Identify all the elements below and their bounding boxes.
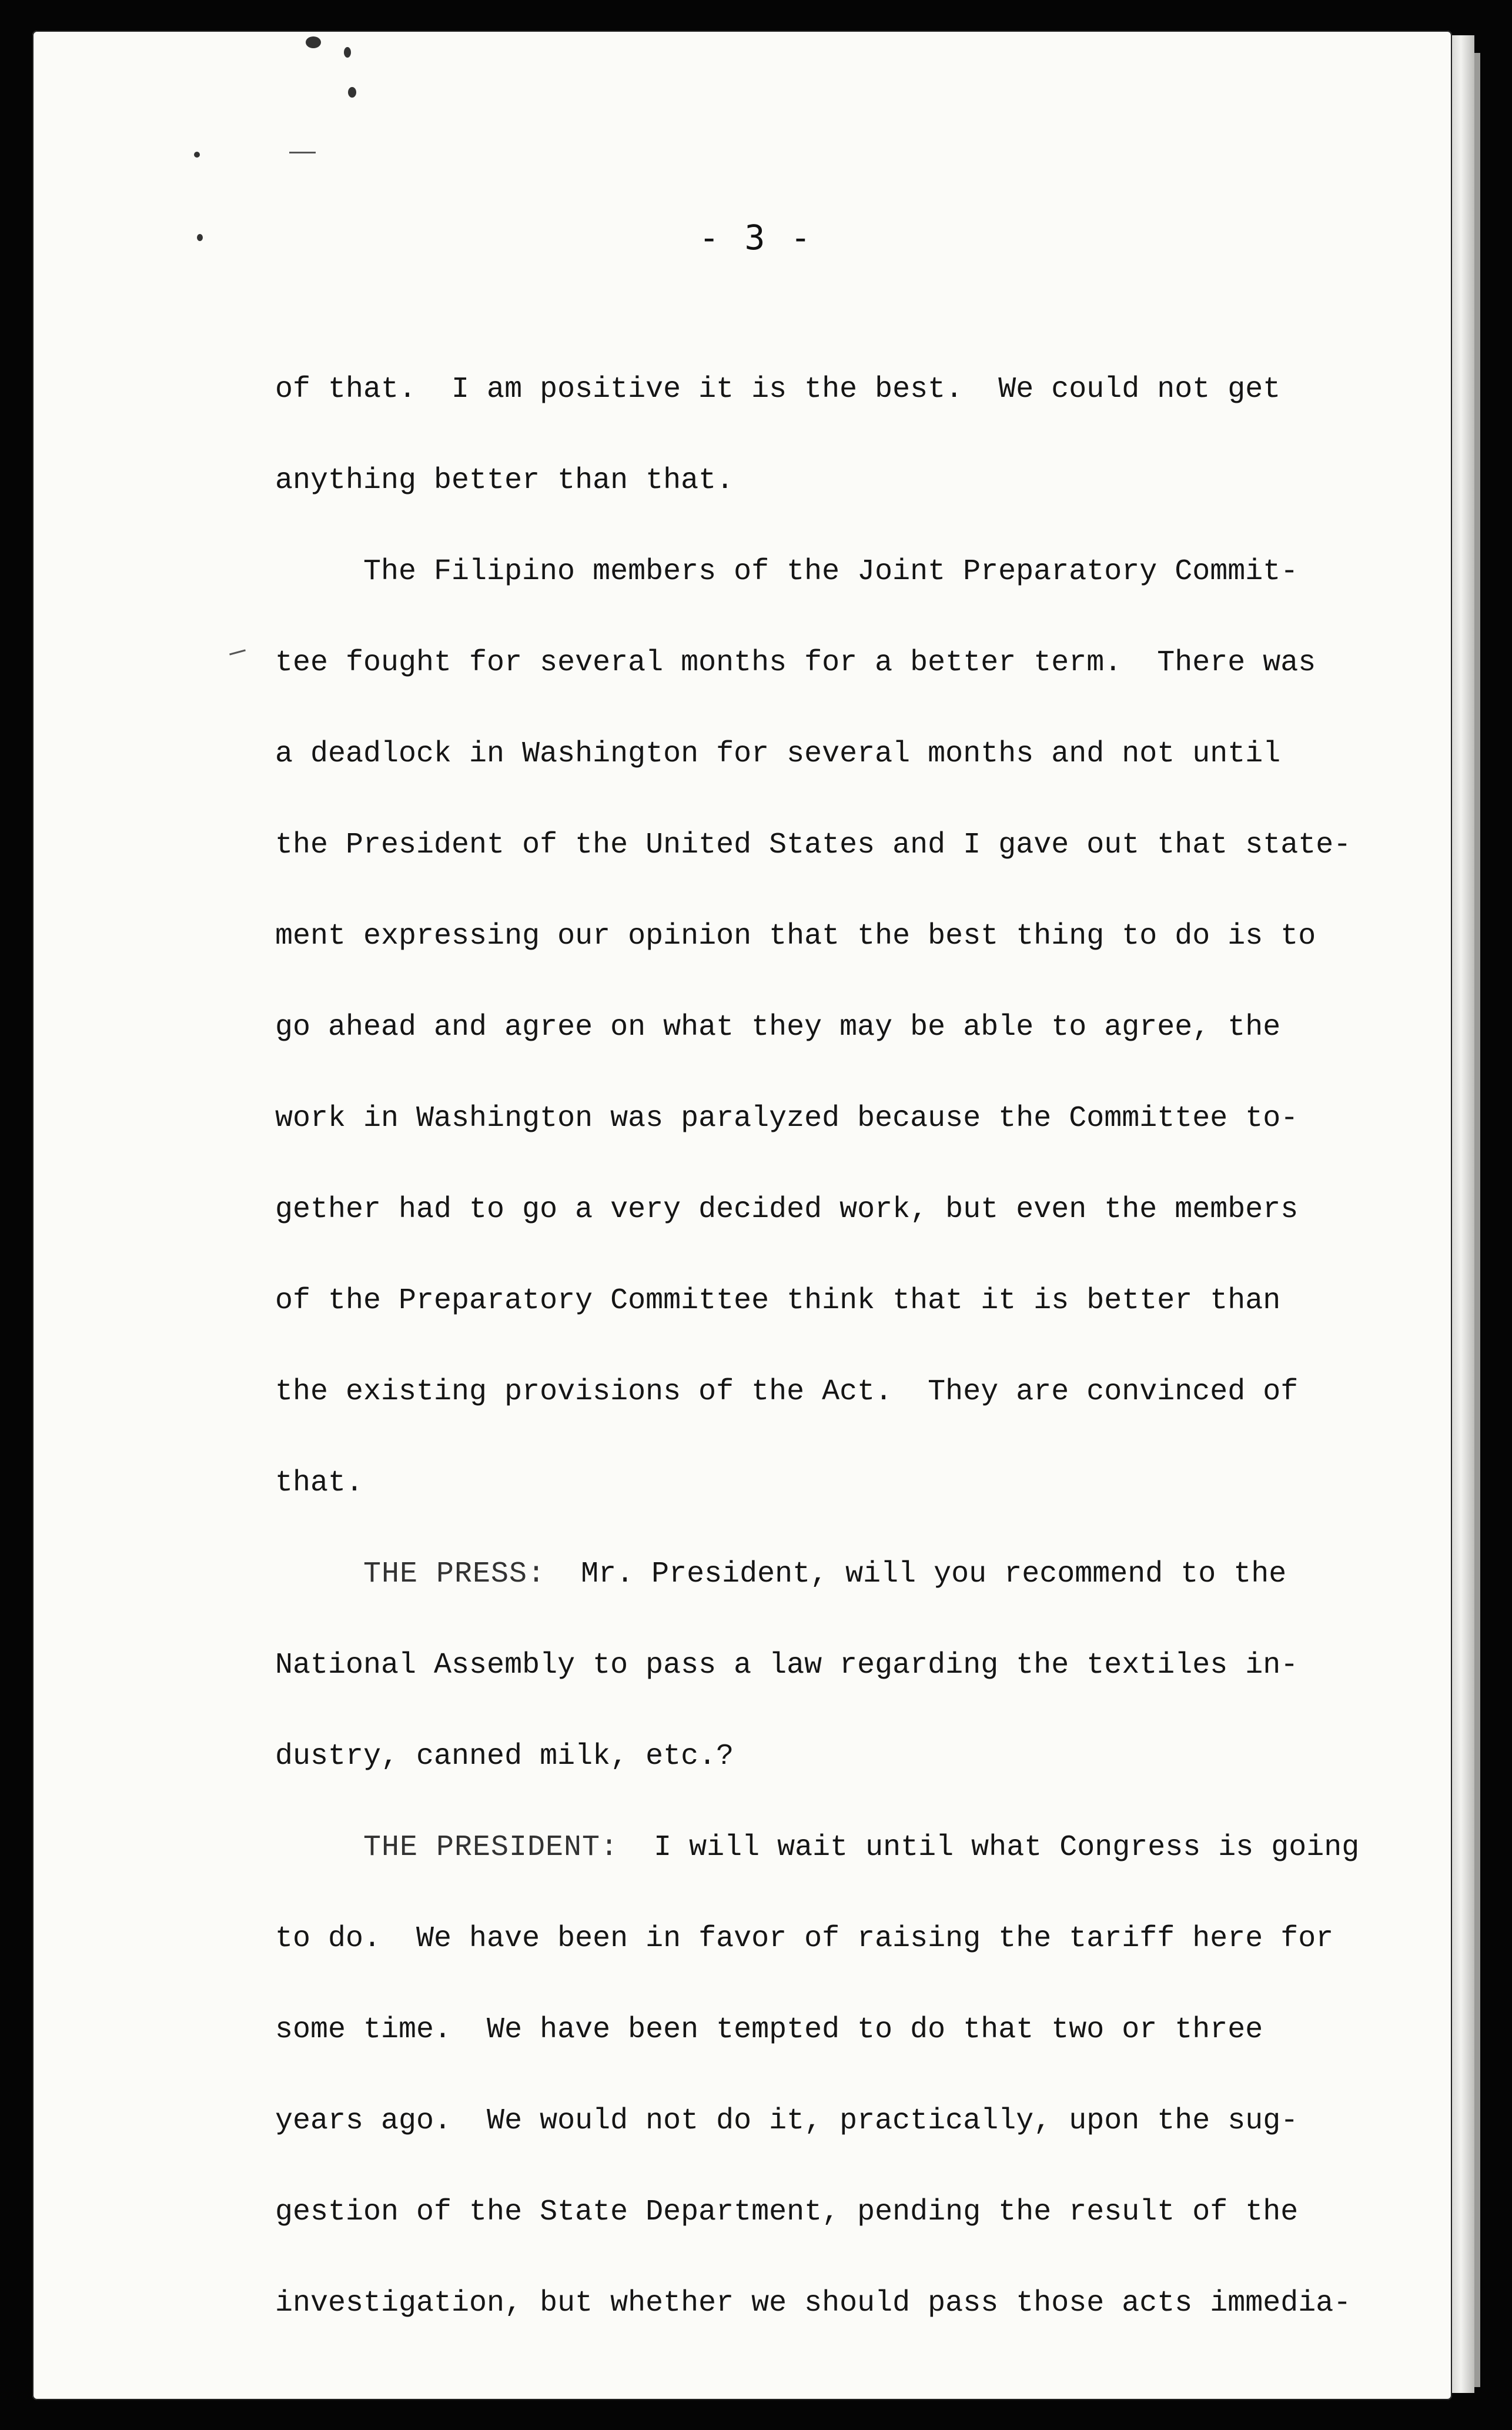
text-line: tee fought for several months for a better term. There was [275,646,1316,680]
text-line: ment expressing our opinion that the best thing to do is to [275,920,1316,953]
scan-mark [289,152,316,153]
dialogue-text: Mr. President, will you recommend to the [581,1557,1287,1591]
text-line: some time. We have been tempted to do that two or three [275,2013,1263,2047]
text-line: The Filipino members of the Joint Preparatory Commit- [363,555,1299,589]
dialogue-line [275,1802,1392,1893]
speaker-label: THE PRESS: [363,1557,546,1591]
text-line: go ahead and agree on what they may be able to agree, the [275,1011,1281,1044]
page-number: - 3 - [698,218,814,258]
text-line: years ago. We would not do it, practically, upon the sug- [275,2104,1299,2138]
text-line: a deadlock in Washington for several months and not until [275,737,1281,771]
text-line: that. [275,1466,364,1500]
text-line: the existing provisions of the Act. They are convinced of [275,1375,1299,1409]
underlying-page-edge [1452,35,1474,2393]
text-line: investigation, but whether we should pass those acts immedia- [275,2287,1352,2320]
dialogue-text: I will wait until what Congress is going [654,1831,1360,1864]
text-line: to do. We have been in favor of raising the tariff here for [275,1922,1334,1956]
text-line: of the Preparatory Committee think that it is better than [275,1284,1281,1318]
document-body [275,344,1392,2349]
scan-speck [348,87,356,98]
text-line: of that. I am positive it is the best. We could not get [275,373,1281,406]
text-line: anything better than that. [275,464,734,497]
text-line: work in Washington was paralyzed because the Committee to- [275,1102,1299,1135]
underlying-page-shadow [1474,53,1480,2387]
scan-speck [344,47,351,58]
scan-speck [306,36,321,48]
speaker-label: THE PRESIDENT: [363,1831,619,1864]
text-line: gestion of the State Department, pending the result of the [275,2195,1299,2229]
text-line: National Assembly to pass a law regarding the textiles in- [275,1649,1299,1682]
text-line: gether had to go a very decided work, but even the members [275,1193,1299,1226]
text-line: dustry, canned milk, etc.? [275,1740,734,1773]
text-line: the President of the United States and I gave out that state- [275,828,1352,862]
scan-speck [194,152,200,158]
dialogue-line [275,1529,1392,1620]
